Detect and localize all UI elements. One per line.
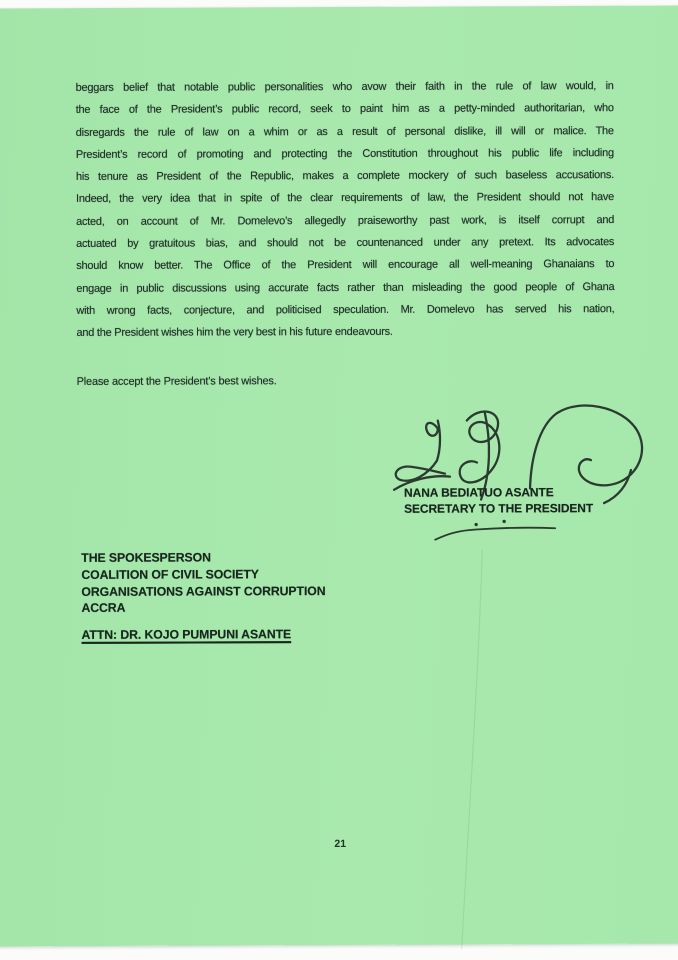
body-line: the face of the President’s public record, seek to paint him as a petty-minded authoritarian, who — [75, 102, 614, 117]
ink-underline-icon — [432, 517, 558, 543]
body-line: his tenure as President of the Republic, makes a complete mockery of such baseless accusations. — [75, 169, 614, 184]
body-line: with wrong facts, conjecture, and politicised speculation. Mr. Domelevo has served his nation, — [76, 303, 615, 317]
closing-line: Please accept the President’s best wishes. — [76, 375, 277, 388]
addressee-line: ORGANISATIONS AGAINST CORRUPTION — [81, 583, 326, 599]
addressee-line: THE SPOKESPERSON — [81, 550, 211, 565]
body-line: and the President wishes him the very best in his future endeavours. — [76, 326, 393, 340]
paper-crease-line — [440, 549, 501, 949]
addressee-line: ACCRA — [81, 601, 126, 616]
addressee-line: COALITION OF CIVIL SOCIETY — [81, 567, 259, 582]
body-line: engage in public discussions using accurate facts rather than misleading the good people of Ghana — [76, 280, 615, 295]
body-line: beggars belief that notable public personalities who avow their faith in the rule of law would, in — [75, 80, 614, 94]
body-line: President’s record of promoting and protecting the Constitution throughout his public life including — [75, 146, 614, 161]
body-line: actuated by gratuitous bias, and should not be countenanced under any pretext. Its advocates — [76, 236, 615, 250]
addressee-block — [81, 549, 325, 617]
body-line: should know better. The Office of the President will encourage all well-meaning Ghanaians to — [76, 258, 615, 273]
letter-body-paragraph — [76, 75, 615, 344]
page-number: 21 — [334, 837, 347, 851]
body-line: acted, on account of Mr. Domelevo’s allegedly praiseworthy past work, is itself corrupt and — [76, 213, 615, 228]
body-line: disregards the rule of law on a whim or as a result of personal dislike, ill will or malice. The — [75, 124, 614, 139]
attention-line: ATTN: DR. KOJO PUMPUNI ASANTE — [81, 627, 292, 642]
signatory-title: SECRETARY TO THE PRESIDENT — [404, 500, 594, 516]
signatory-block — [404, 485, 593, 517]
body-line: Indeed, the very idea that in spite of the clear requirements of law, the President should not have — [75, 191, 615, 206]
signatory-name: NANA BEDIATUO ASANTE — [404, 485, 554, 500]
